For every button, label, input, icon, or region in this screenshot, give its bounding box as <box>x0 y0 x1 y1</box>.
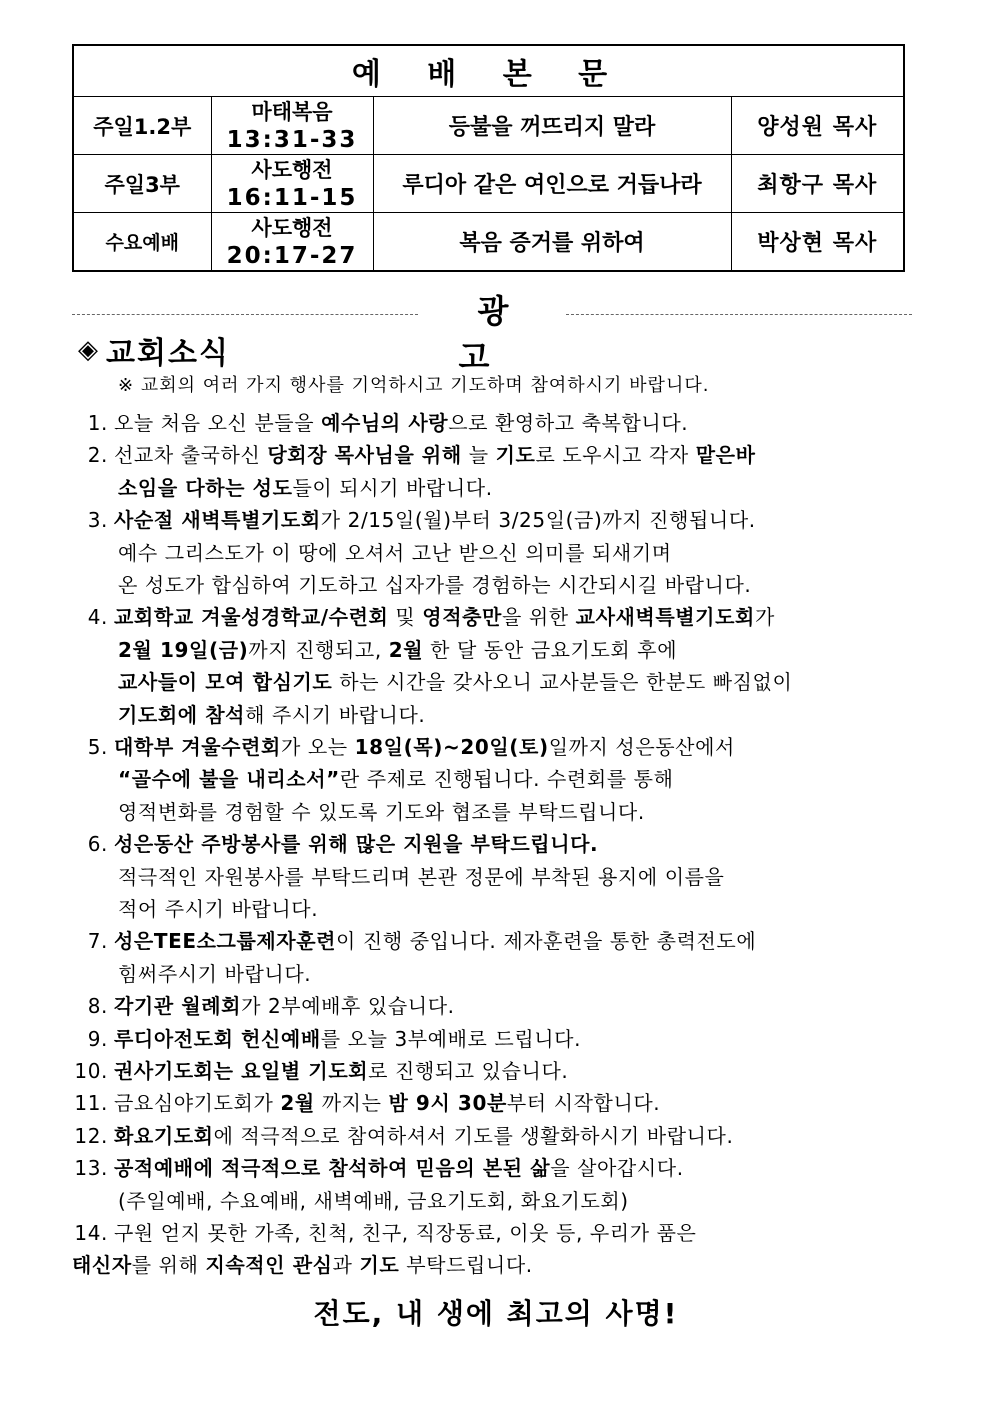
section-heading <box>78 330 230 370</box>
closing-slogan: 전도, 내 생에 최고의 사명! <box>313 1297 679 1330</box>
scripture-book: 사도행전 <box>251 215 333 240</box>
body-text: 해 주시기 바랍니다. <box>245 702 426 727</box>
scripture-reference <box>211 155 373 213</box>
pastor-name: 최항구 목사 <box>731 155 904 213</box>
dashed-divider-left <box>72 314 418 315</box>
body-text: 힘써주시기 바랍니다. <box>118 961 312 986</box>
emphasis-text: 성은TEE소그룹제자훈련 <box>114 929 337 954</box>
emphasis-text: 각기관 월례회 <box>114 994 242 1019</box>
section-title: 교회소식 <box>106 336 230 371</box>
list-item-continuation <box>118 472 493 501</box>
body-text: 로 진행되고 있습니다. <box>368 1059 569 1083</box>
emphasis-text: 당회장 목사님을 위해 <box>267 443 462 468</box>
emphasis-text: 교회학교 겨울성경학교/수련회 <box>114 605 389 630</box>
list-item-continuation <box>118 763 674 792</box>
sermon-topic: 루디아 같은 여인으로 거듭나라 <box>373 155 731 213</box>
list-item-continuation <box>118 1185 629 1214</box>
body-text: 를 위해 <box>131 1253 206 1278</box>
body-text: 란 주제로 진행됩니다. 수련회를 통해 <box>339 767 674 792</box>
emphasis-text: 소임을 다하는 성도 <box>118 475 293 500</box>
list-item-continuation <box>118 537 672 566</box>
list-item-continuation <box>118 893 318 922</box>
body-text: 가 오는 <box>280 735 355 759</box>
body-text: 하는 시간을 갖사오니 교사분들은 한분도 빠짐없이 <box>332 670 793 695</box>
emphasis-text: 밤 9시 30분 <box>388 1091 507 1116</box>
emphasis-text: 대학부 겨울수련회 <box>114 735 281 759</box>
list-item <box>68 1023 581 1052</box>
emphasis-text: 성은동산 주방봉사를 위해 많은 지원을 부탁드립니다. <box>114 832 599 857</box>
scripture-reference <box>211 213 373 272</box>
list-item-number: 4. <box>87 605 108 630</box>
emphasis-text: 맡은바 <box>695 443 756 468</box>
sermon-topic: 등불을 꺼뜨리지 말라 <box>373 97 731 155</box>
body-text: 영적변화를 경험할 수 있도록 기도와 협조를 부탁드립니다. <box>118 799 645 824</box>
list-item-continuation <box>72 1249 533 1278</box>
list-item-number: 5. <box>87 735 108 759</box>
list-item-continuation <box>118 666 792 695</box>
emphasis-text: 교사들이 모여 합심기도 <box>118 670 333 695</box>
list-item-number: 8. <box>87 994 108 1019</box>
service-name: 수요예배 <box>73 213 211 272</box>
list-item <box>68 407 688 436</box>
body-text: 금요심야기도회가 <box>114 1091 281 1116</box>
list-item <box>68 504 756 533</box>
body-text: 이 진행 중입니다. 제자훈련을 통한 총력전도에 <box>336 929 757 954</box>
emphasis-text: 2월 <box>280 1091 315 1116</box>
sermon-topic: 복음 증거를 위하여 <box>373 213 731 272</box>
emphasis-text: 기도 <box>359 1253 400 1278</box>
body-text: 적극적인 자원봉사를 부탁드리며 본관 정문에 부착된 용지에 이름을 <box>118 864 725 889</box>
list-item-number: 10. <box>74 1059 108 1083</box>
list-item-continuation <box>118 569 751 598</box>
list-item <box>68 1152 684 1181</box>
body-text: 및 <box>388 605 423 630</box>
body-text: 가 2/15일(월)부터 3/25일(금)까지 진행됩니다. <box>320 508 756 533</box>
pastor-name: 양성원 목사 <box>731 97 904 155</box>
body-text: 선교차 출국하신 <box>114 443 268 468</box>
emphasis-text: 2월 <box>388 637 424 662</box>
emphasis-text: 2월 19일(금) <box>118 637 249 662</box>
list-item <box>68 601 775 630</box>
body-text: 로 도우시고 각자 <box>535 443 696 468</box>
list-item-number: 7. <box>87 929 108 954</box>
body-text: 부탁드립니다. <box>399 1253 533 1278</box>
body-text: 를 오늘 3부예배로 드립니다. <box>320 1026 582 1051</box>
section-note: ※ 교회의 여러 가지 행사를 기억하시고 기도하며 참여하시기 바랍니다. <box>118 375 710 396</box>
list-item-number: 11. <box>74 1091 108 1116</box>
body-text: (주일예배, 수요예배, 새벽예배, 금요기도회, 화요기도회) <box>118 1188 629 1213</box>
table-row <box>73 155 904 213</box>
list-item <box>68 1120 733 1149</box>
list-item-number: 1. <box>87 411 108 435</box>
list-item-number: 3. <box>87 508 108 533</box>
body-text: 예수 그리스도가 이 땅에 오셔서 고난 받으신 의미를 되새기며 <box>118 540 672 565</box>
list-item-number: 12. <box>74 1123 108 1148</box>
body-text: 늘 <box>461 443 496 468</box>
list-item-continuation <box>118 796 645 825</box>
body-text: 에 적극적으로 참여하셔서 기도를 생활화하시기 바랍니다. <box>213 1123 734 1148</box>
emphasis-text: 예수님의 사랑 <box>321 411 449 435</box>
list-item-continuation <box>118 958 311 987</box>
emphasis-text: 사순절 새벽특별기도회 <box>114 508 321 533</box>
body-text: 가 <box>754 605 775 630</box>
list-item <box>68 731 735 760</box>
dashed-divider-right <box>566 314 912 315</box>
body-text: 을 살아갑시다. <box>550 1156 684 1181</box>
list-item-continuation <box>118 699 425 728</box>
body-text: 구원 얻지 못한 가족, 친척, 친구, 직장동료, 이웃 등, 우리가 품은 <box>114 1221 697 1245</box>
body-text: 가 2부예배후 있습니다. <box>241 994 455 1019</box>
list-item-number: 2. <box>87 443 108 468</box>
body-text: 과 <box>332 1253 360 1278</box>
emphasis-text: 지속적인 관심 <box>205 1253 333 1278</box>
body-text: 오늘 처음 오신 분들을 <box>114 411 322 435</box>
body-text: 온 성도가 합심하여 기도하고 십자가를 경험하는 시간되시길 바랍니다. <box>118 573 752 597</box>
emphasis-text: 태신자 <box>72 1253 132 1278</box>
list-item <box>68 1087 660 1116</box>
body-text: 을 위한 <box>501 605 576 630</box>
emphasis-text: 영적충만 <box>422 605 502 630</box>
list-item-number: 13. <box>74 1156 108 1181</box>
list-item-number: 9. <box>87 1026 108 1051</box>
list-item <box>68 1217 696 1246</box>
body-text: 적어 주시기 바랍니다. <box>118 897 319 921</box>
body-text: 까지 진행되고, <box>248 637 389 662</box>
service-name: 주일1.2부 <box>73 97 211 155</box>
scripture-verse: 16:11-15 <box>226 184 358 211</box>
table-row <box>73 97 904 155</box>
emphasis-text: 공적예배에 적극적으로 참석하여 믿음의 본된 삶 <box>114 1156 551 1181</box>
emphasis-text: “골수에 불을 내리소서” <box>118 767 340 792</box>
scripture-verse: 13:31-33 <box>226 126 358 153</box>
emphasis-text: 기도 <box>495 443 536 468</box>
body-text: 까지는 <box>314 1091 389 1116</box>
body-text: 부터 시작합니다. <box>506 1091 661 1116</box>
list-item <box>68 828 598 857</box>
emphasis-text: 화요기도회 <box>114 1123 214 1148</box>
sermon-table <box>72 44 905 272</box>
body-text: 한 달 동안 금요기도회 후에 <box>423 637 678 662</box>
list-item-number: 14. <box>74 1221 108 1245</box>
scripture-reference <box>211 97 373 155</box>
emphasis-text: 루디아전도회 헌신예배 <box>114 1026 321 1051</box>
list-item <box>68 1055 568 1084</box>
body-text: 으로 환영하고 축복합니다. <box>448 411 689 435</box>
body-text: 일까지 성은동산에서 <box>548 735 735 759</box>
pastor-name: 박상현 목사 <box>731 213 904 272</box>
list-item <box>68 925 756 954</box>
emphasis-text: 교사새벽특별기도회 <box>575 605 755 630</box>
list-item-number: 6. <box>87 832 108 857</box>
announcement-heading: 광 고 <box>458 292 547 376</box>
diamond-icon: ◈ <box>78 335 98 365</box>
list-item-continuation <box>118 634 677 663</box>
emphasis-text: 권사기도회는 요일별 기도회 <box>114 1059 369 1083</box>
list-item <box>68 439 756 468</box>
emphasis-text: 기도회에 참석 <box>118 702 246 727</box>
scripture-book: 사도행전 <box>251 157 333 182</box>
emphasis-text: 18일(목)~20일(토) <box>354 735 549 759</box>
scripture-verse: 20:17-27 <box>226 242 358 269</box>
list-item <box>68 990 455 1019</box>
sermon-table-title: 예 배 본 문 <box>73 45 904 97</box>
list-item-continuation <box>118 861 724 890</box>
body-text: 들이 되시기 바랍니다. <box>292 475 493 500</box>
scripture-book: 마태복음 <box>251 99 333 124</box>
table-row <box>73 213 904 272</box>
service-name: 주일3부 <box>73 155 211 213</box>
